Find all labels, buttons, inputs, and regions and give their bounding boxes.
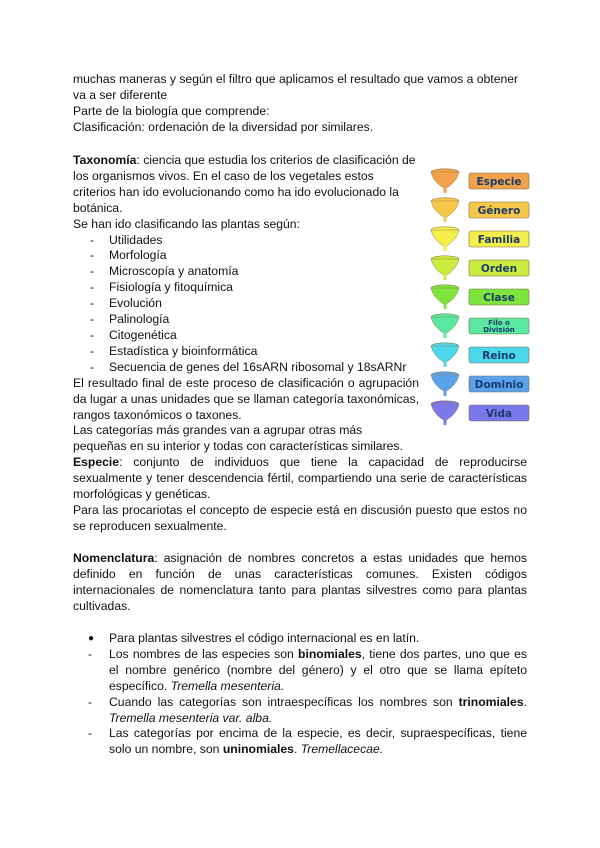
level-label: Familia xyxy=(477,234,521,246)
list-item: ● Para plantas silvestres el código internacional es en latín. xyxy=(88,631,420,645)
taxonomia-term: Taxonomía xyxy=(73,153,137,167)
bullet-icon: ● xyxy=(88,633,95,644)
funnel-spout xyxy=(444,420,447,425)
list-item: - Fisiología y fitoquímica xyxy=(73,280,433,296)
level-label: Vida xyxy=(485,408,513,420)
dash-icon: - xyxy=(88,646,93,661)
funnel-cone xyxy=(431,259,459,276)
list-item: - Palinología xyxy=(73,312,433,328)
taxonomia-result: El resultado final de este proceso de clasificación o agrupación da lugar a unas unidades que se llaman categoría taxonómicas, rangos taxonómicos o taxones. xyxy=(73,375,419,422)
intro-line-3: Clasificación: ordenación de la diversidad por similares. xyxy=(73,119,374,134)
level-label: Dominio xyxy=(474,379,524,391)
binomiales-term: binomiales xyxy=(298,646,362,661)
list-item: - Morfología xyxy=(73,248,433,264)
level-label: División xyxy=(483,326,515,334)
level-label: Género xyxy=(477,205,521,217)
taxonomia-grouping: Las categorías más grandes van a agrupar otras más pequeñas en su interior y todas con características similares. xyxy=(73,423,403,454)
funnel-cone xyxy=(431,346,459,363)
funnel-spout xyxy=(444,217,447,222)
level-label: Especie xyxy=(476,176,522,188)
criteria-list xyxy=(73,233,433,376)
taxonomia-section xyxy=(73,153,419,455)
trinomiales-term: trinomiales xyxy=(458,694,524,709)
nomenclatura-term: Nomenclatura xyxy=(73,551,155,565)
funnel-cone xyxy=(431,172,459,189)
intro-line-2: Parte de la biología que comprende: xyxy=(73,103,270,118)
funnel-cone xyxy=(431,375,459,392)
funnel-spout xyxy=(444,391,447,396)
list-item: - Cuando las categorías son intraespecíficas los nombres son trinomiales. Tremella mesenteria var. alba. xyxy=(88,694,527,725)
funnel-spout xyxy=(444,246,447,251)
level-label: Clase xyxy=(483,292,515,304)
dash-icon: - xyxy=(88,726,93,741)
taxonomia-definition: Taxonomía: ciencia que estudia los criterios de clasificación de los organismos vivos. En el caso de los vegetales estos criterios han ido evolucionando como ha ido evolucionado la botánica. xyxy=(73,153,416,215)
taxonomia-classified-by: Se han ido clasificando las plantas según: xyxy=(73,216,300,231)
example-name: Tremellacecae. xyxy=(300,742,384,757)
funnel-spout xyxy=(444,188,447,193)
especie-term: Especie xyxy=(73,455,120,469)
funnel-spout xyxy=(444,362,447,367)
example-name: Tremella mesenteria. xyxy=(170,678,285,693)
intro-line-1: muchas maneras y según el filtro que aplicamos el resultado que vamos a obtener va a ser diferente xyxy=(73,72,519,102)
funnel-spout xyxy=(444,333,447,338)
nomenclatura-section xyxy=(73,551,527,615)
taxonomy-hierarchy-figure xyxy=(425,162,531,462)
level-label: Orden xyxy=(480,263,518,275)
especie-section xyxy=(73,455,527,535)
funnel-spout xyxy=(444,275,447,280)
nomenclatura-list xyxy=(73,631,527,758)
example-name: Tremella mesenteria var. alba. xyxy=(109,710,273,725)
taxonomy-funnel-diagram xyxy=(425,162,531,462)
funnel-cone xyxy=(431,230,459,247)
level-label: Filo o xyxy=(488,319,510,327)
funnel-cone xyxy=(431,201,459,218)
funnel-spout xyxy=(444,304,447,309)
list-item: - Estadística y bioinformática xyxy=(73,344,433,360)
funnel-cone xyxy=(431,404,459,421)
list-item: - Microscopía y anatomía xyxy=(73,264,433,280)
level-label: Reino xyxy=(482,350,516,362)
list-item: - Citogenética xyxy=(73,328,433,344)
list-item: - Evolución xyxy=(73,296,433,312)
dash-icon: - xyxy=(88,694,93,709)
especie-note: Para las procariotas el concepto de especie está en discusión puesto que estos no se reproducen sexualmente. xyxy=(73,502,527,533)
list-item: - Los nombres de las especies son binomiales, tiene dos partes, uno que es el nombre genérico (nombre del género) y el otro que se llama epíteto específico. Tremella mesenteria. xyxy=(88,646,527,693)
nomenclatura-definition: Nomenclatura: asignación de nombres concretos a estas unidades que hemos definido en función de unas características comunes. Existen códigos internacionales de nomenclatura tanto para plantas silvestres como para plantas cultivadas. xyxy=(73,551,527,613)
intro-section xyxy=(73,72,528,136)
list-item: - Utilidades xyxy=(73,233,433,249)
funnel-cone xyxy=(431,317,459,334)
funnel-cone xyxy=(431,288,459,305)
especie-definition: Especie: conjunto de individuos que tiene la capacidad de reproducirse sexualmente y tener descendencia fértil, compartiendo una serie de características morfológicas y genéticas. xyxy=(73,455,527,501)
list-item: - Secuencia de genes del 16sARN ribosomal y 18sARNr xyxy=(73,360,433,376)
uninomiales-term: uninomiales xyxy=(222,742,294,757)
list-item: - Las categorías por encima de la especie, es decir, supraespecíficas, tiene solo un nombre, son uninomiales. Tremellacecae. xyxy=(88,726,527,757)
